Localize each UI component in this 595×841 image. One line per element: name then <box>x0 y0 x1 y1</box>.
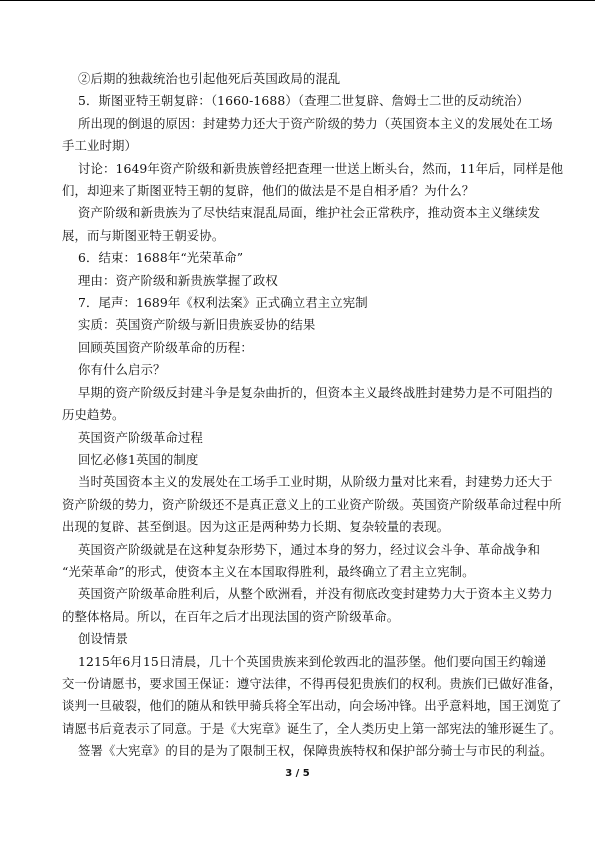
page-body <box>62 68 564 763</box>
text-line: 当时英国资本主义的发展处在工场手工业时期，从阶级力量对比来看，封建势力还大于 <box>78 474 553 490</box>
text-line: 理由：资产阶级和新贵族掌握了政权 <box>78 272 278 288</box>
text-line: 的整体格局。所以，在百年之后才出现法国的资产阶级革命。 <box>62 608 400 624</box>
text-line: 签署《大宪章》的目的是为了限制王权，保障贵族特权和保护部分骑士与市民的利益。 <box>78 743 553 759</box>
text-line: 英国资产阶级就是在这种复杂形势下，通过本身的努力，经过议会斗争、革命战争和 <box>78 541 541 557</box>
text-line: 所出现的倒退的原因：封建势力还大于资产阶级的势力（英国资本主义的发展处在工场 <box>78 115 553 131</box>
text-line: 交一份请愿书，要求国王保证：遵守法律，不得再侵犯贵族们的权利。贵族们已做好准备， <box>62 675 562 691</box>
text-line: 早期的资产阶级反封建斗争是复杂曲折的，但资本主义最终战胜封建势力是不可阻挡的 <box>78 384 553 400</box>
text-line: 英国资产阶级革命过程 <box>78 429 203 445</box>
text-line: 展，而与斯图亚特王朝妥协。 <box>62 227 225 243</box>
text-line: 创设情景 <box>78 631 128 647</box>
text-line: 5．斯图亚特王朝复辟：（1660-1688）（查理二世复辟、詹姆士二世的反动统治） <box>78 93 529 109</box>
text-line: 谈判一旦破裂，他们的随从和铁甲骑兵将全军出动，向会场冲锋。出乎意料地，国王浏览了 <box>62 698 562 714</box>
text-line: 1215年6月15日清晨，几十个英国贵族来到伦敦西北的温莎堡。他们要向国王约翰递 <box>78 653 547 669</box>
text-line: 6．结束：1688年“光荣革命” <box>78 250 244 266</box>
text-line: 实质：英国资产阶级与新旧贵族妥协的结果 <box>78 317 316 333</box>
text-line: 讨论：1649年资产阶级和新贵族曾经把查理一世送上断头台，然而，11年后，同样是他 <box>78 160 564 176</box>
page-number: 3 / 5 <box>285 768 310 779</box>
text-line: 回顾英国资产阶级革命的历程： <box>78 339 253 355</box>
text-line: 历史趋势。 <box>62 407 125 423</box>
text-line: 回忆必修1英国的制度 <box>78 451 199 467</box>
header-rule <box>0 0 595 1</box>
text-line: 请愿书后竟表示了同意。于是《大宪章》诞生了，全人类历史上第一部宪法的雏形诞生了。 <box>62 720 562 736</box>
text-line: 7．尾声：1689年《权利法案》正式确立君主立宪制 <box>78 295 368 311</box>
text-line: 手工业时期） <box>62 138 137 154</box>
text-line: 资产阶级的势力，资产阶级还不是真正意义上的工业资产阶级。英国资产阶级革命过程中所 <box>62 496 562 512</box>
text-line: 资产阶级和新贵族为了尽快结束混乱局面，维护社会正常秩序，推动资本主义继续发 <box>78 205 541 221</box>
text-line: 出现的复辟、甚至倒退。因为这正是两种势力长期、复杂较量的表现。 <box>62 519 450 535</box>
text-line: 你有什么启示？ <box>78 362 166 378</box>
text-line: ②后期的独裁统治也引起他死后英国政局的混乱 <box>78 71 341 86</box>
text-line: 们，却迎来了斯图亚特王朝的复辟，他们的做法是不是自相矛盾？为什么？ <box>62 183 475 199</box>
text-line: “光荣革命”的形式，使资本主义在本国取得胜利，最终确立了君主立宪制。 <box>62 563 475 579</box>
text-line: 英国资产阶级革命胜利后，从整个欧洲看，并没有彻底改变封建势力大于资本主义势力 <box>78 586 553 602</box>
